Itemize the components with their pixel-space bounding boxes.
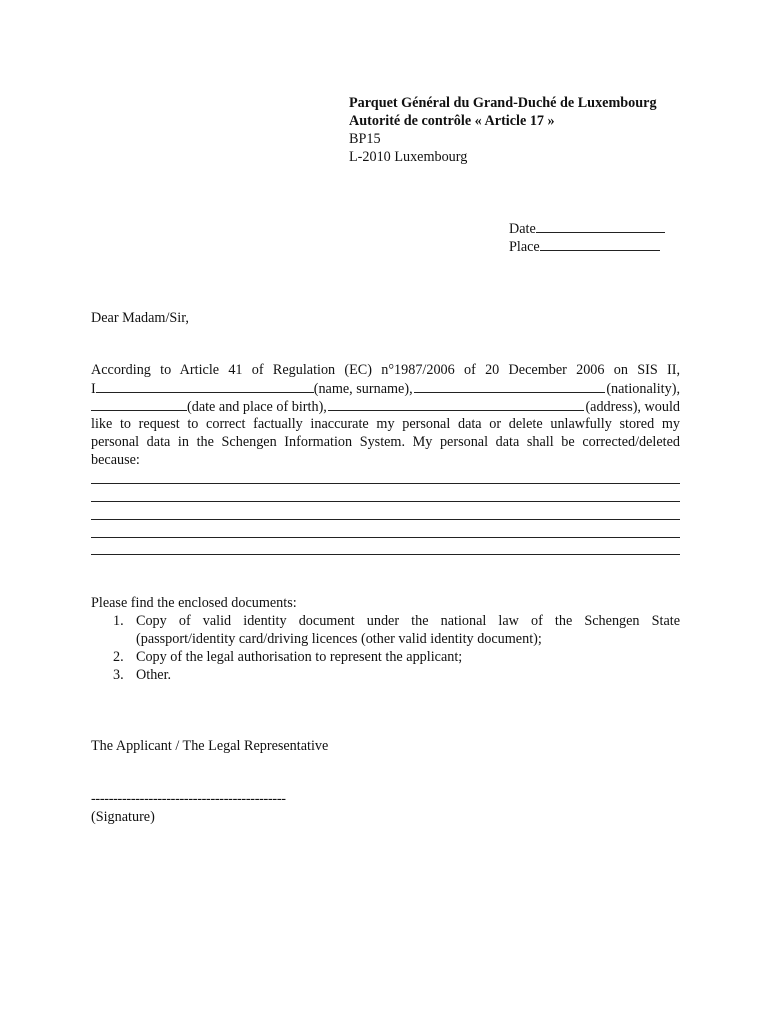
recipient-name: Parquet Général du Grand-Duché de Luxembourg	[349, 95, 657, 111]
reason-line-1[interactable]	[91, 483, 680, 484]
signature-line[interactable]: --------------------------------------------	[91, 791, 286, 807]
list-item-text-continued: (passport/identity card/driving licences (other valid identity document);	[136, 631, 542, 647]
birth-label: (date and place of birth),	[187, 399, 327, 415]
list-item-number: 1.	[113, 613, 124, 629]
list-item-text: Copy of the legal authorisation to represent the applicant;	[136, 649, 463, 665]
reason-line-5[interactable]	[91, 554, 680, 555]
body-line-4: like to request to correct factually inaccurate my personal data or delete unlawfully stored my	[91, 416, 680, 432]
address-field[interactable]	[328, 397, 585, 411]
salutation: Dear Madam/Sir,	[91, 310, 189, 326]
body-line-1: According to Article 41 of Regulation (EC) n°1987/2006 of 20 December 2006 on SIS II,	[91, 362, 680, 378]
name-label: (name, surname),	[313, 381, 413, 397]
recipient-city: L-2010 Luxembourg	[349, 149, 468, 165]
nationality-field[interactable]	[414, 379, 606, 393]
nationality-label: (nationality),	[606, 381, 680, 397]
address-label: (address), would	[585, 399, 680, 415]
body-line-5: personal data in the Schengen Information System. My personal data shall be corrected/deleted	[91, 434, 680, 450]
body-line-2	[91, 379, 680, 398]
reason-line-2[interactable]	[91, 501, 680, 502]
reason-line-3[interactable]	[91, 519, 680, 520]
list-item-text: Copy of valid identity document under the national law of the Schengen State	[136, 613, 680, 629]
place-line	[509, 237, 660, 256]
list-item-number: 3.	[113, 667, 124, 683]
date-field[interactable]	[536, 219, 665, 233]
body-line-6: because:	[91, 452, 140, 468]
place-field[interactable]	[540, 237, 660, 251]
recipient-authority: Autorité de contrôle « Article 17 »	[349, 113, 555, 129]
recipient-po-box: BP15	[349, 131, 381, 147]
applicant-i: I	[91, 381, 96, 397]
body-line-3	[91, 397, 680, 416]
date-label: Date	[509, 221, 536, 237]
list-item-text: Other.	[136, 667, 172, 683]
reason-line-4[interactable]	[91, 537, 680, 538]
enclosed-intro: Please find the enclosed documents:	[91, 595, 297, 611]
signature-label: (Signature)	[91, 809, 155, 825]
name-field[interactable]	[96, 379, 314, 393]
place-label: Place	[509, 239, 540, 255]
closing-role: The Applicant / The Legal Representative	[91, 738, 329, 754]
list-item-number: 2.	[113, 649, 124, 665]
birth-field[interactable]	[91, 397, 187, 411]
date-line	[509, 219, 665, 238]
